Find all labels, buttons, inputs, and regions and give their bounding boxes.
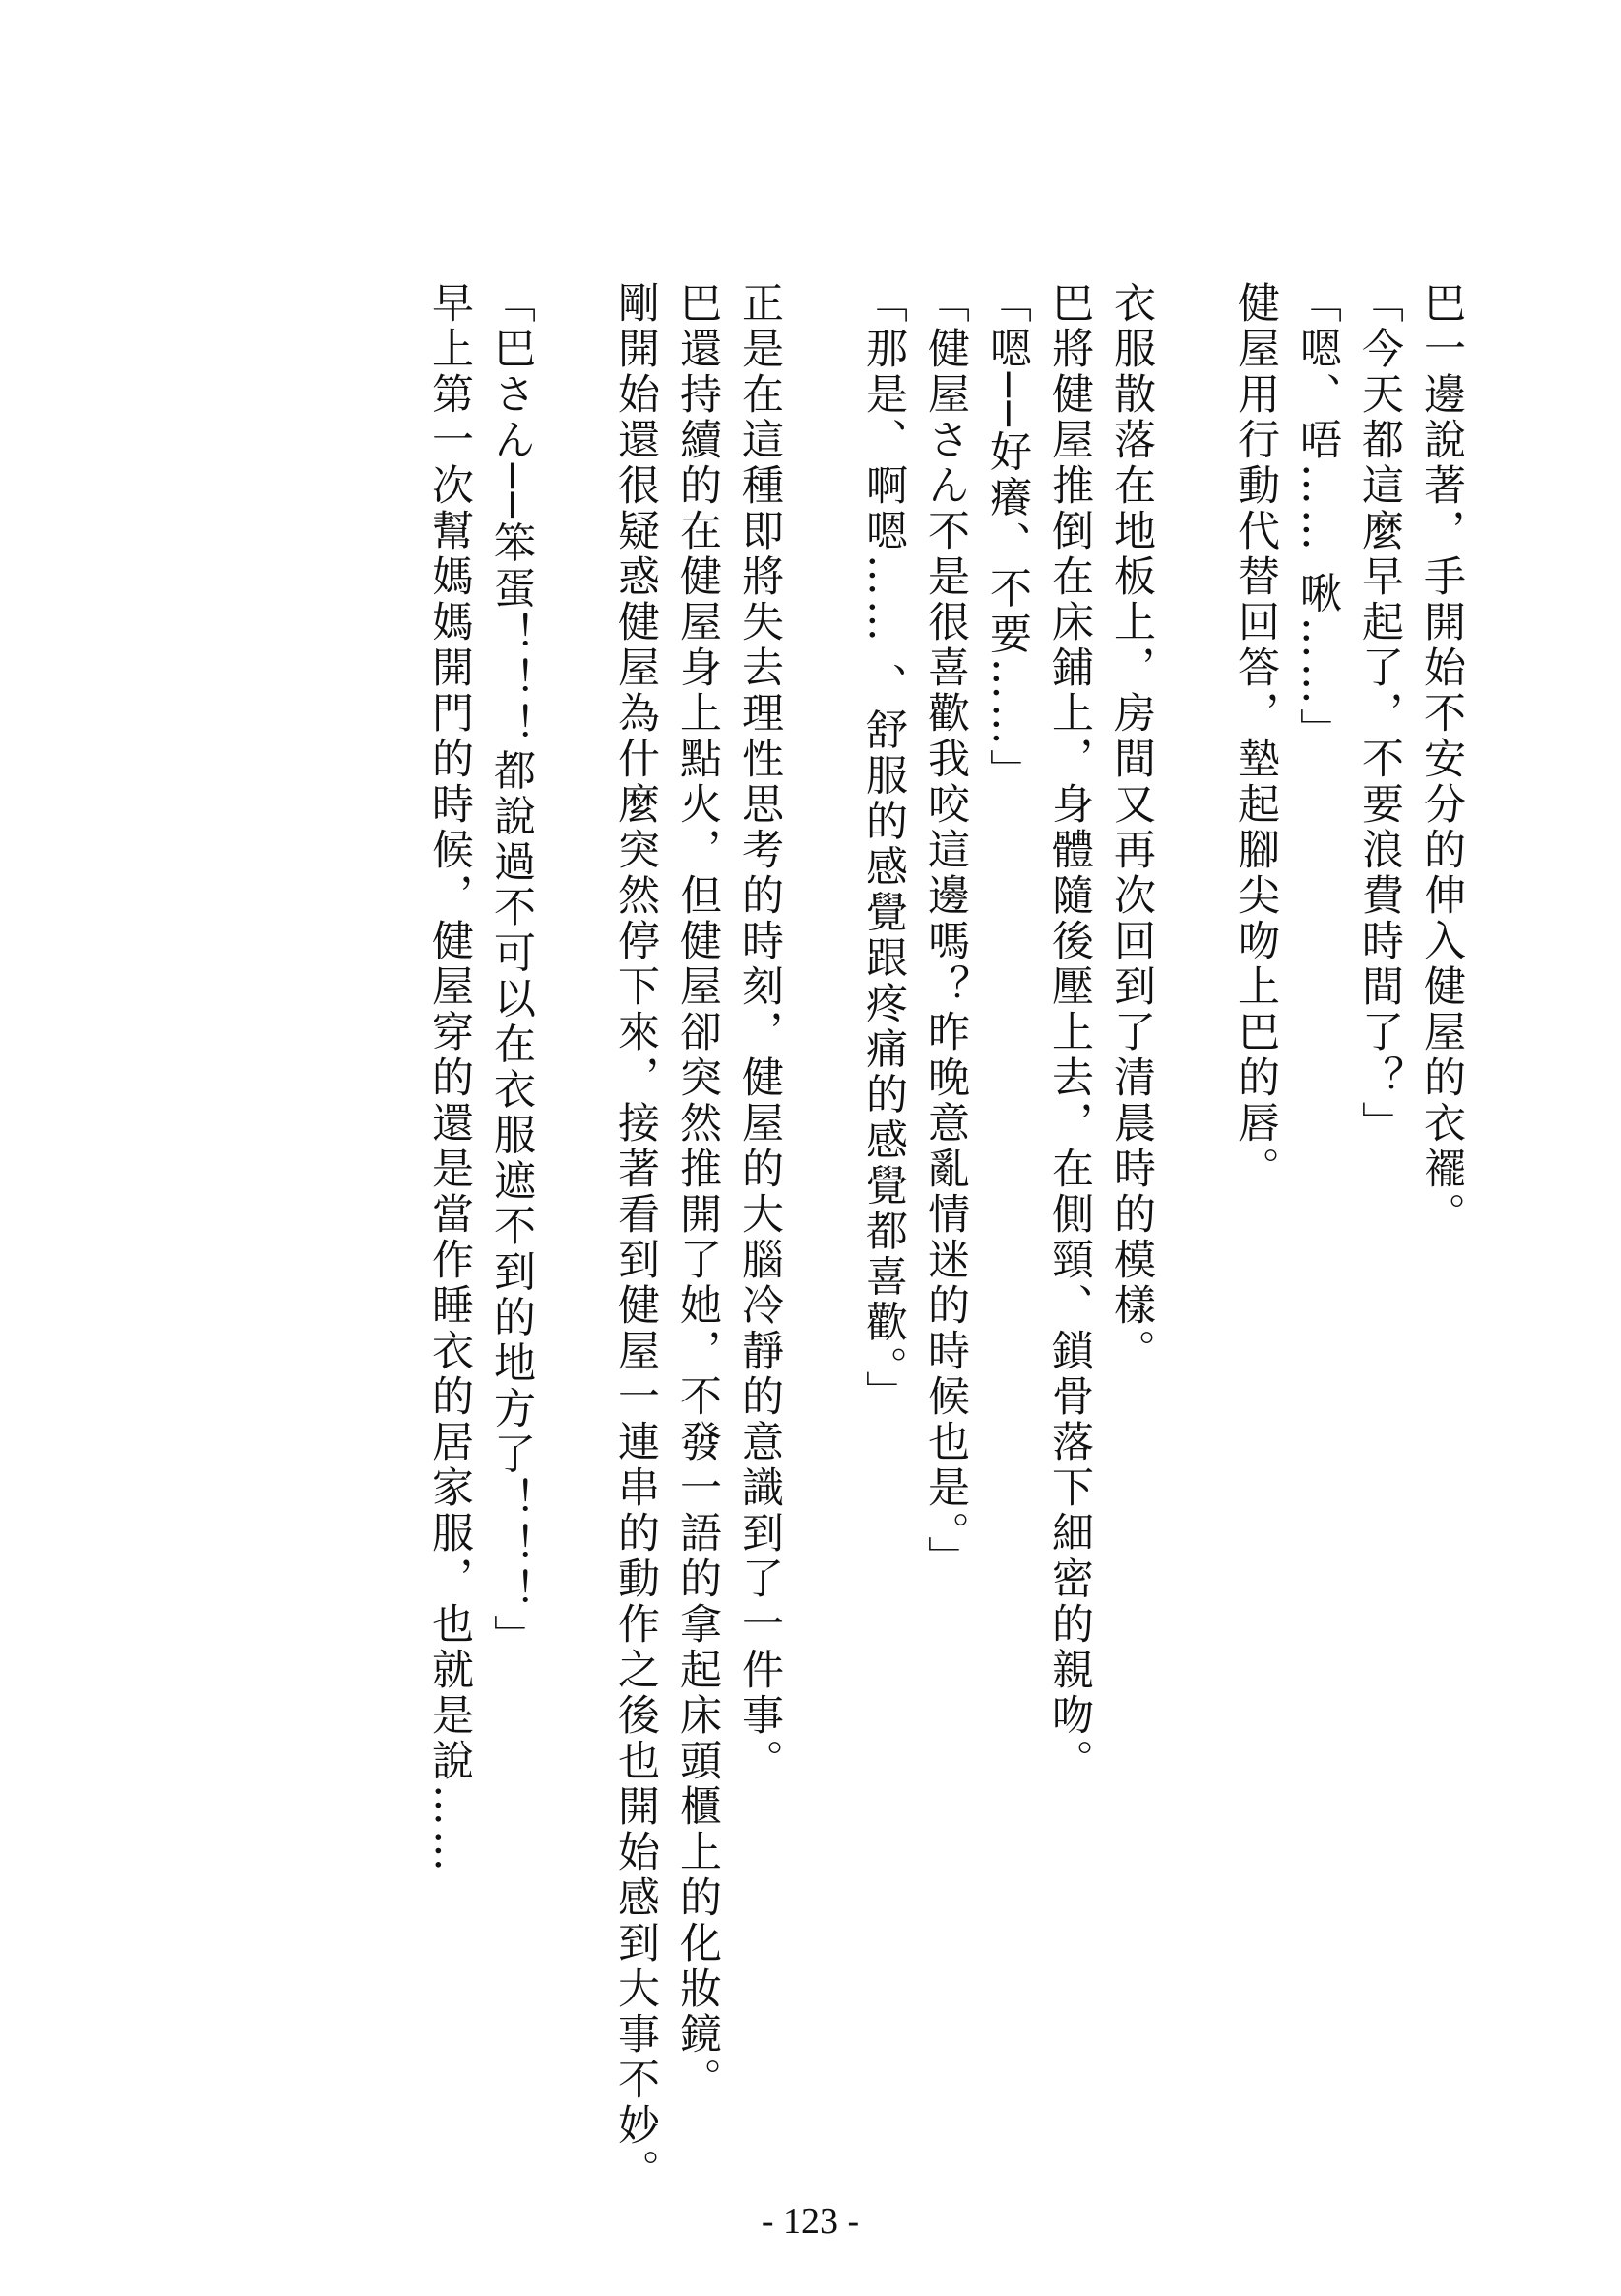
blank-line — [791, 281, 853, 2123]
paragraph: 正是在這種即將失去理性思考的時刻，健屋的大腦冷靜的意識到了一件事。 — [735, 281, 784, 1784]
vertical-text-body — [150, 281, 1473, 2194]
paragraph: 巴還持續的在健屋身上點火，但健屋卻突然推開了她，不發一語的拿起床頭櫃上的化妝鏡。 — [673, 281, 722, 2103]
paragraph: 「巴さん──笨蛋！！！都說過不可以在衣服遮不到的地方了！！！」 — [487, 281, 536, 1660]
paragraph: 「嗯、唔…… 啾……」 — [1294, 281, 1342, 754]
paragraph: 衣服散落在地板上，房間又再次回到了清晨時的模樣。 — [1107, 281, 1156, 1374]
paragraph: 早上第一次幫媽媽開門的時候，健屋穿的還是當作睡衣的居家服，也就是說…… — [425, 281, 474, 1875]
paragraph: 「嗯──好癢、不要……」 — [983, 281, 1032, 795]
paragraph: 「健屋さん不是很喜歡我咬這邊嗎？昨晚意亂情迷的時候也是。」 — [921, 281, 970, 1582]
blank-line — [543, 281, 605, 2123]
page-number: - 123 - — [761, 2201, 860, 2242]
blank-line — [1163, 281, 1225, 2123]
paragraph: 巴將健屋推倒在床鋪上，身體隨後壓上去，在側頸、鎖骨落下細密的親吻。 — [1045, 281, 1094, 1784]
paragraph: 健屋用行動代替回答，墊起腳尖吻上巴的唇。 — [1231, 281, 1280, 1192]
paragraph: 剛開始還很疑惑健屋為什麼突然停下來，接著看到健屋一連串的動作之後也開始感到大事不妙。 — [611, 281, 660, 2194]
paragraph: 「今天都這麼早起了，不要浪費時間了？」 — [1356, 281, 1404, 1147]
paragraph: 「那是、啊嗯…… 、舒服的感覺跟疼痛的感覺都喜歡。」 — [859, 281, 908, 1417]
paragraph: 巴一邊說著，手開始不安分的伸入健屋的衣襬。 — [1418, 281, 1466, 1238]
